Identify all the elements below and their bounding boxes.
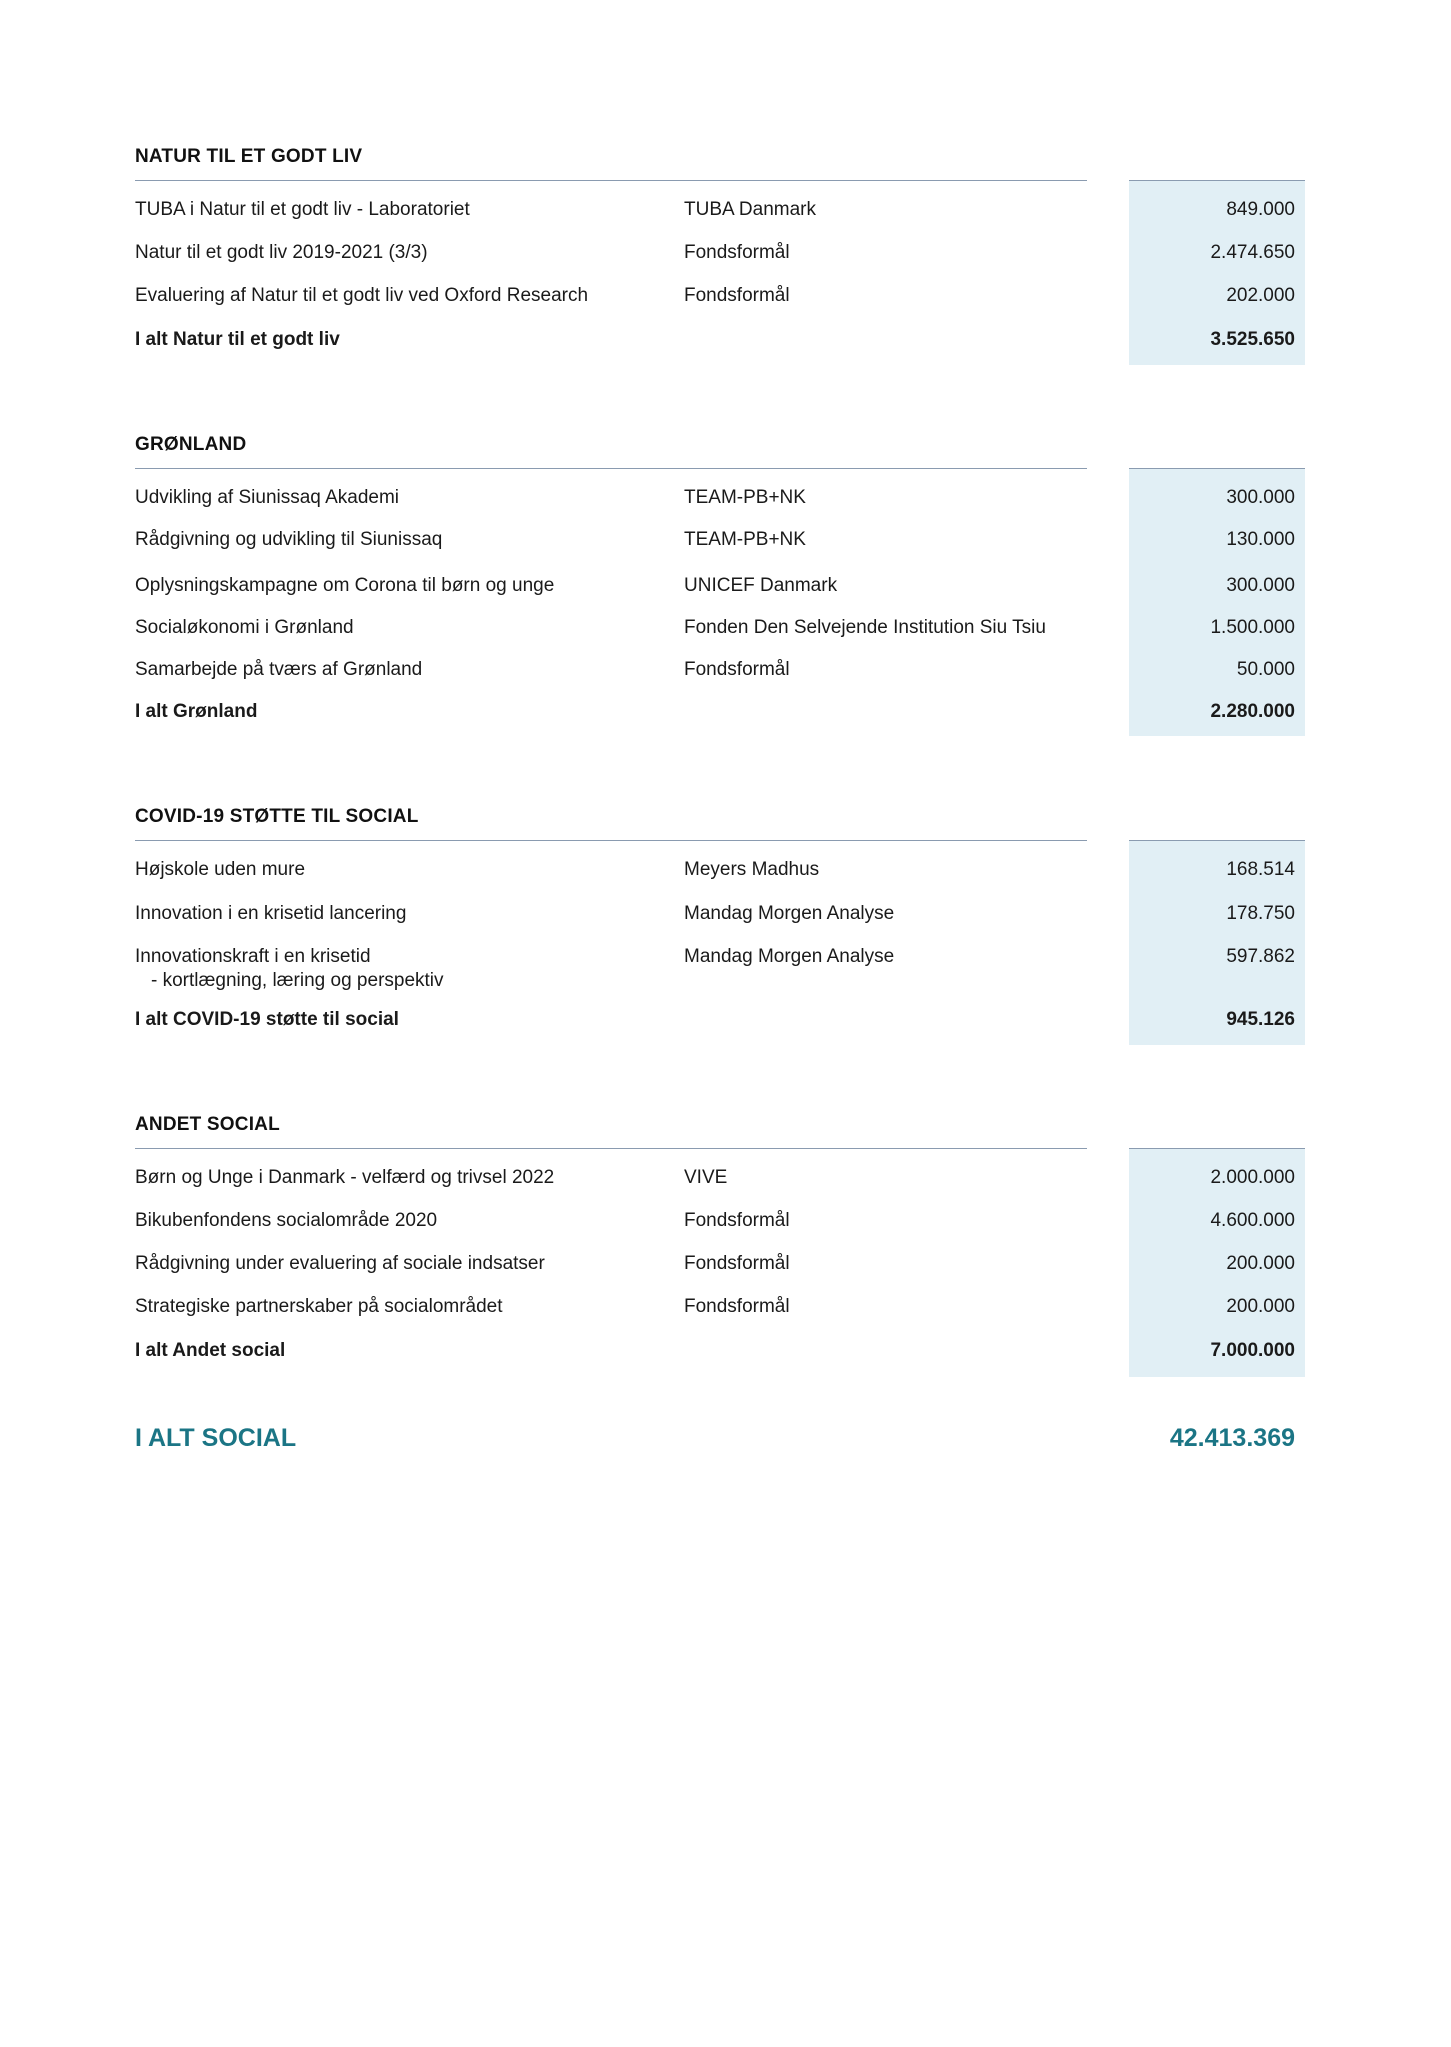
row-recipient: TEAM-PB+NK bbox=[684, 529, 806, 550]
section-title: COVID-19 STØTTE TIL SOCIAL bbox=[135, 806, 419, 827]
row-amount: 300.000 bbox=[1226, 487, 1295, 508]
total-label: I alt COVID-19 støtte til social bbox=[135, 1009, 399, 1030]
row-recipient: VIVE bbox=[684, 1167, 728, 1188]
row-description: Socialøkonomi i Grønland bbox=[135, 617, 354, 638]
row-recipient: Fondsformål bbox=[684, 242, 790, 263]
row-amount: 130.000 bbox=[1226, 529, 1295, 550]
row-description: Børn og Unge i Danmark - velfærd og trivsel 2022 bbox=[135, 1167, 555, 1188]
row-recipient: Fondsformål bbox=[684, 1210, 790, 1231]
row-description: Oplysningskampagne om Corona til børn og unge bbox=[135, 575, 555, 596]
row-recipient: UNICEF Danmark bbox=[684, 575, 838, 596]
grand-total-amount: 42.413.369 bbox=[1169, 1424, 1295, 1452]
row-description: Innovation i en krisetid lancering bbox=[135, 903, 407, 924]
total-label: I alt Andet social bbox=[135, 1340, 286, 1361]
row-description: Evaluering af Natur til et godt liv ved Oxford Research bbox=[135, 285, 589, 306]
row-description: Højskole uden mure bbox=[135, 859, 306, 880]
row-amount: 2.000.000 bbox=[1210, 1167, 1295, 1188]
total-amount: 7.000.000 bbox=[1210, 1340, 1295, 1361]
row-description: Natur til et godt liv 2019-2021 (3/3) bbox=[135, 242, 428, 263]
row-recipient: TEAM-PB+NK bbox=[684, 487, 806, 508]
row-recipient: Fondsformål bbox=[684, 285, 790, 306]
row-amount: 1.500.000 bbox=[1210, 617, 1295, 638]
row-description: Rådgivning og udvikling til Siunissaq bbox=[135, 529, 443, 550]
section-rule bbox=[135, 840, 1087, 841]
total-amount: 2.280.000 bbox=[1210, 701, 1295, 722]
row-recipient: Fondsformål bbox=[684, 1296, 790, 1317]
row-amount: 178.750 bbox=[1226, 903, 1295, 924]
row-recipient: Fonden Den Selvejende Institution Siu Tsiu bbox=[684, 617, 1046, 638]
row-recipient: Mandag Morgen Analyse bbox=[684, 903, 895, 924]
row-amount: 50.000 bbox=[1236, 659, 1295, 680]
section-rule bbox=[135, 1148, 1087, 1149]
row-recipient: Mandag Morgen Analyse bbox=[684, 946, 895, 967]
row-amount: 202.000 bbox=[1226, 285, 1295, 306]
row-description-sub: - kortlægning, læring og perspektiv bbox=[151, 970, 444, 991]
row-recipient: Fondsformål bbox=[684, 1253, 790, 1274]
section-title: NATUR TIL ET GODT LIV bbox=[135, 146, 363, 167]
row-description bbox=[135, 945, 665, 993]
total-label: I alt Grønland bbox=[135, 701, 258, 722]
row-amount: 168.514 bbox=[1226, 859, 1295, 880]
section-rule bbox=[135, 180, 1087, 181]
row-description-main: Innovationskraft i en krisetid bbox=[135, 946, 371, 967]
total-amount: 945.126 bbox=[1226, 1009, 1295, 1030]
total-label: I alt Natur til et godt liv bbox=[135, 329, 340, 350]
section-title: ANDET SOCIAL bbox=[135, 1114, 280, 1135]
row-description: Bikubenfondens socialområde 2020 bbox=[135, 1210, 438, 1231]
row-description: Udvikling af Siunissaq Akademi bbox=[135, 487, 400, 508]
row-amount: 300.000 bbox=[1226, 575, 1295, 596]
row-amount: 849.000 bbox=[1226, 199, 1295, 220]
row-description: TUBA i Natur til et godt liv - Laboratoriet bbox=[135, 199, 470, 220]
section-rule bbox=[135, 468, 1087, 469]
row-description: Strategiske partnerskaber på socialområdet bbox=[135, 1296, 503, 1317]
row-amount: 2.474.650 bbox=[1210, 242, 1295, 263]
row-recipient: TUBA Danmark bbox=[684, 199, 816, 220]
row-recipient: Fondsformål bbox=[684, 659, 790, 680]
row-recipient: Meyers Madhus bbox=[684, 859, 820, 880]
row-amount: 4.600.000 bbox=[1210, 1210, 1295, 1231]
row-amount: 200.000 bbox=[1226, 1296, 1295, 1317]
row-description: Samarbejde på tværs af Grønland bbox=[135, 659, 423, 680]
row-amount: 200.000 bbox=[1226, 1253, 1295, 1274]
grand-total-label: I ALT SOCIAL bbox=[135, 1424, 297, 1452]
section-title: GRØNLAND bbox=[135, 434, 247, 455]
row-amount: 597.862 bbox=[1226, 946, 1295, 967]
row-description: Rådgivning under evaluering af sociale indsatser bbox=[135, 1253, 545, 1274]
total-amount: 3.525.650 bbox=[1210, 329, 1295, 350]
